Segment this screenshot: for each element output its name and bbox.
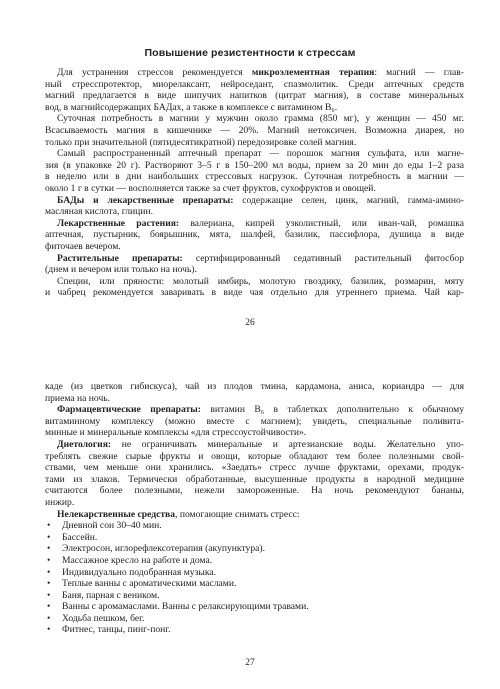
text-line <box>45 381 464 393</box>
text-run: фиточаев вечером. <box>45 240 121 252</box>
page-27-text <box>45 381 464 636</box>
text-run: зия (в упаковке 20 г). Растворяют 3–5 г в 150–200 мл воды, прием за 20 мин до еды 1–2 раза <box>45 159 464 171</box>
text-line <box>45 206 464 218</box>
text-line <box>45 509 464 521</box>
text-run: , помогающие снимать стресс: <box>175 508 300 520</box>
text-run: Всасываемость магния в кишечнике — 20%. Магний нетоксичен. Возможна диарея, но <box>45 124 464 136</box>
text-line <box>45 67 464 79</box>
list-item: • Баня, парная с веником. <box>45 590 464 602</box>
list-item: • Бассейн. <box>45 532 464 544</box>
list-item: • Фитнес, танцы, пинг-понг. <box>45 624 464 636</box>
text-line <box>45 287 464 299</box>
text-run: : магний — глав- <box>374 67 465 78</box>
text-line <box>45 404 464 416</box>
list-item: • Индивидуально подобранная музыка. <box>45 567 464 579</box>
list-item: • Ванны с аромамаслами. Ванны с релаксирующими травами. <box>45 601 464 613</box>
text-run: только при значительной (пятидесятикратной) передозировке солей магния. <box>45 136 357 148</box>
list-item: • Электросон, иглорефлексотерапия (акупунктура). <box>45 543 464 555</box>
bold-term: Диетология: <box>57 438 112 450</box>
text-run: сертифицированный седативный растительный фитосбор <box>182 252 464 264</box>
text-line <box>45 474 464 486</box>
page-number: 27 <box>245 658 255 668</box>
text-run: Для устранения стрессов рекомендуется <box>57 67 252 78</box>
text-run: Специи, или пряности: молотый имбирь, молотую гвоздику, базилик, розмарин, мяту <box>57 275 464 287</box>
text-run: считаются более полезными, нежели замороженные. На ночь рекомендуют бананы, <box>45 485 464 497</box>
text-run: инжир. <box>45 496 75 508</box>
text-run: витаминному комплексу (можно вместе с магнием); увидеть, специальные поливита- <box>45 415 464 427</box>
text-line <box>45 171 464 183</box>
text-line <box>45 229 464 241</box>
bold-term: Лекарственные растения: <box>57 217 180 229</box>
text-run: аптечная, пустырник, боярышник, мята, шалфей, базилик, пассифлора, душица в виде <box>45 229 464 241</box>
text-line <box>45 253 464 265</box>
text-line <box>45 160 464 172</box>
text-line <box>45 113 464 125</box>
text-run: ный стресспротектор, миорелаксант, нейроседант, спазмолитик. Среди аптечных средств <box>45 78 464 90</box>
page-26-text <box>45 67 464 299</box>
text-line <box>45 485 464 497</box>
text-run: каде (из цветков гибискуса), чай из плодов тмина, кардамона, аниса, кориандра — для <box>45 381 464 392</box>
text-run: треблять свежие сырые фрукты и овощи, которые обладают тем более полезными свой- <box>45 450 464 462</box>
bold-term: Растительные препараты: <box>57 252 183 264</box>
text-run: ствами, чем меньше они хранились. «Заедать» стресс лучше фруктами, орехами, продук- <box>45 462 464 474</box>
text-line <box>45 183 464 195</box>
list-item: • Массажное кресло на работе и дома. <box>45 555 464 567</box>
text-run: вод, в магнийсодержащих БАДах, а также в комплексе с витамином B₆. <box>45 101 338 113</box>
text-line <box>45 79 464 91</box>
text-run: масляная кислота, глицин. <box>45 206 153 218</box>
text-line <box>45 148 464 160</box>
bold-term: Фармацевтические препараты: <box>57 404 201 416</box>
text-line <box>45 462 464 474</box>
text-line <box>45 439 464 451</box>
bold-term: Нелекарственные средства <box>57 508 176 520</box>
text-line <box>45 393 464 405</box>
text-run: магний предлагается в виде шипучих напитков (цитрат магния), в составе минеральных <box>45 90 464 102</box>
text-line <box>45 427 464 439</box>
text-run: минные и минеральные комплексы «для стрессоустойчивости». <box>45 427 307 439</box>
text-run: Самый распространенный аптечный препарат — порошок магния сульфата, или магне- <box>57 148 464 160</box>
text-line <box>45 451 464 463</box>
text-line <box>45 102 464 114</box>
list-item: • Теплые ванны с ароматическими маслами. <box>45 578 464 590</box>
text-run: Суточная потребность в магнии у мужчин около грамма (850 мг), у женщин — 450 мг. <box>57 113 464 125</box>
bold-term: микроэлементная терапия <box>251 67 375 78</box>
text-line <box>45 137 464 149</box>
text-run: валериана, кипрей узколистный, или иван-чай, ромашка <box>179 217 465 229</box>
text-run: не ограничивать минеральные и артезианские воды. Желательно упо- <box>111 438 464 450</box>
text-line <box>45 497 464 509</box>
text-line <box>45 241 464 253</box>
text-line <box>45 195 464 207</box>
page-title: Повышение резистентности к стрессам <box>144 47 356 59</box>
text-run: и чабрец рекомендуется заваривать в виде чая отдельно для утреннего приема. Чай кар- <box>45 287 464 299</box>
list-item: • Дневной сон 30–40 мин. <box>45 520 464 532</box>
list-item: • Ходьба пешком, бег. <box>45 613 464 625</box>
bold-term: БАДы и лекарственные препараты: <box>57 194 234 206</box>
text-line <box>45 218 464 230</box>
text-line <box>45 264 464 276</box>
text-run: витамин B₆ в таблетках дополнительно к обычному <box>200 404 464 416</box>
text-run: приема на ночь. <box>45 392 111 404</box>
text-run: тами из злаков. Термически обработанные, высушенные продукты в народной медицине <box>45 473 464 485</box>
text-run: в неделю или в дни наибольших стрессовых нагрузок. Суточная потребность в магнии — <box>45 171 464 183</box>
page-number: 26 <box>245 318 255 328</box>
text-run: около 1 г в сутки — восполняется также за счет фруктов, сухофруктов и овощей. <box>45 182 376 194</box>
text-run: (днем и вечером или только на ночь). <box>45 264 197 276</box>
text-run: содержащие селен, цинк, магний, гамма-амино- <box>233 194 465 206</box>
text-line <box>45 125 464 137</box>
text-line <box>45 416 464 428</box>
text-line <box>45 90 464 102</box>
text-line <box>45 276 464 288</box>
bullet-list <box>45 520 464 636</box>
